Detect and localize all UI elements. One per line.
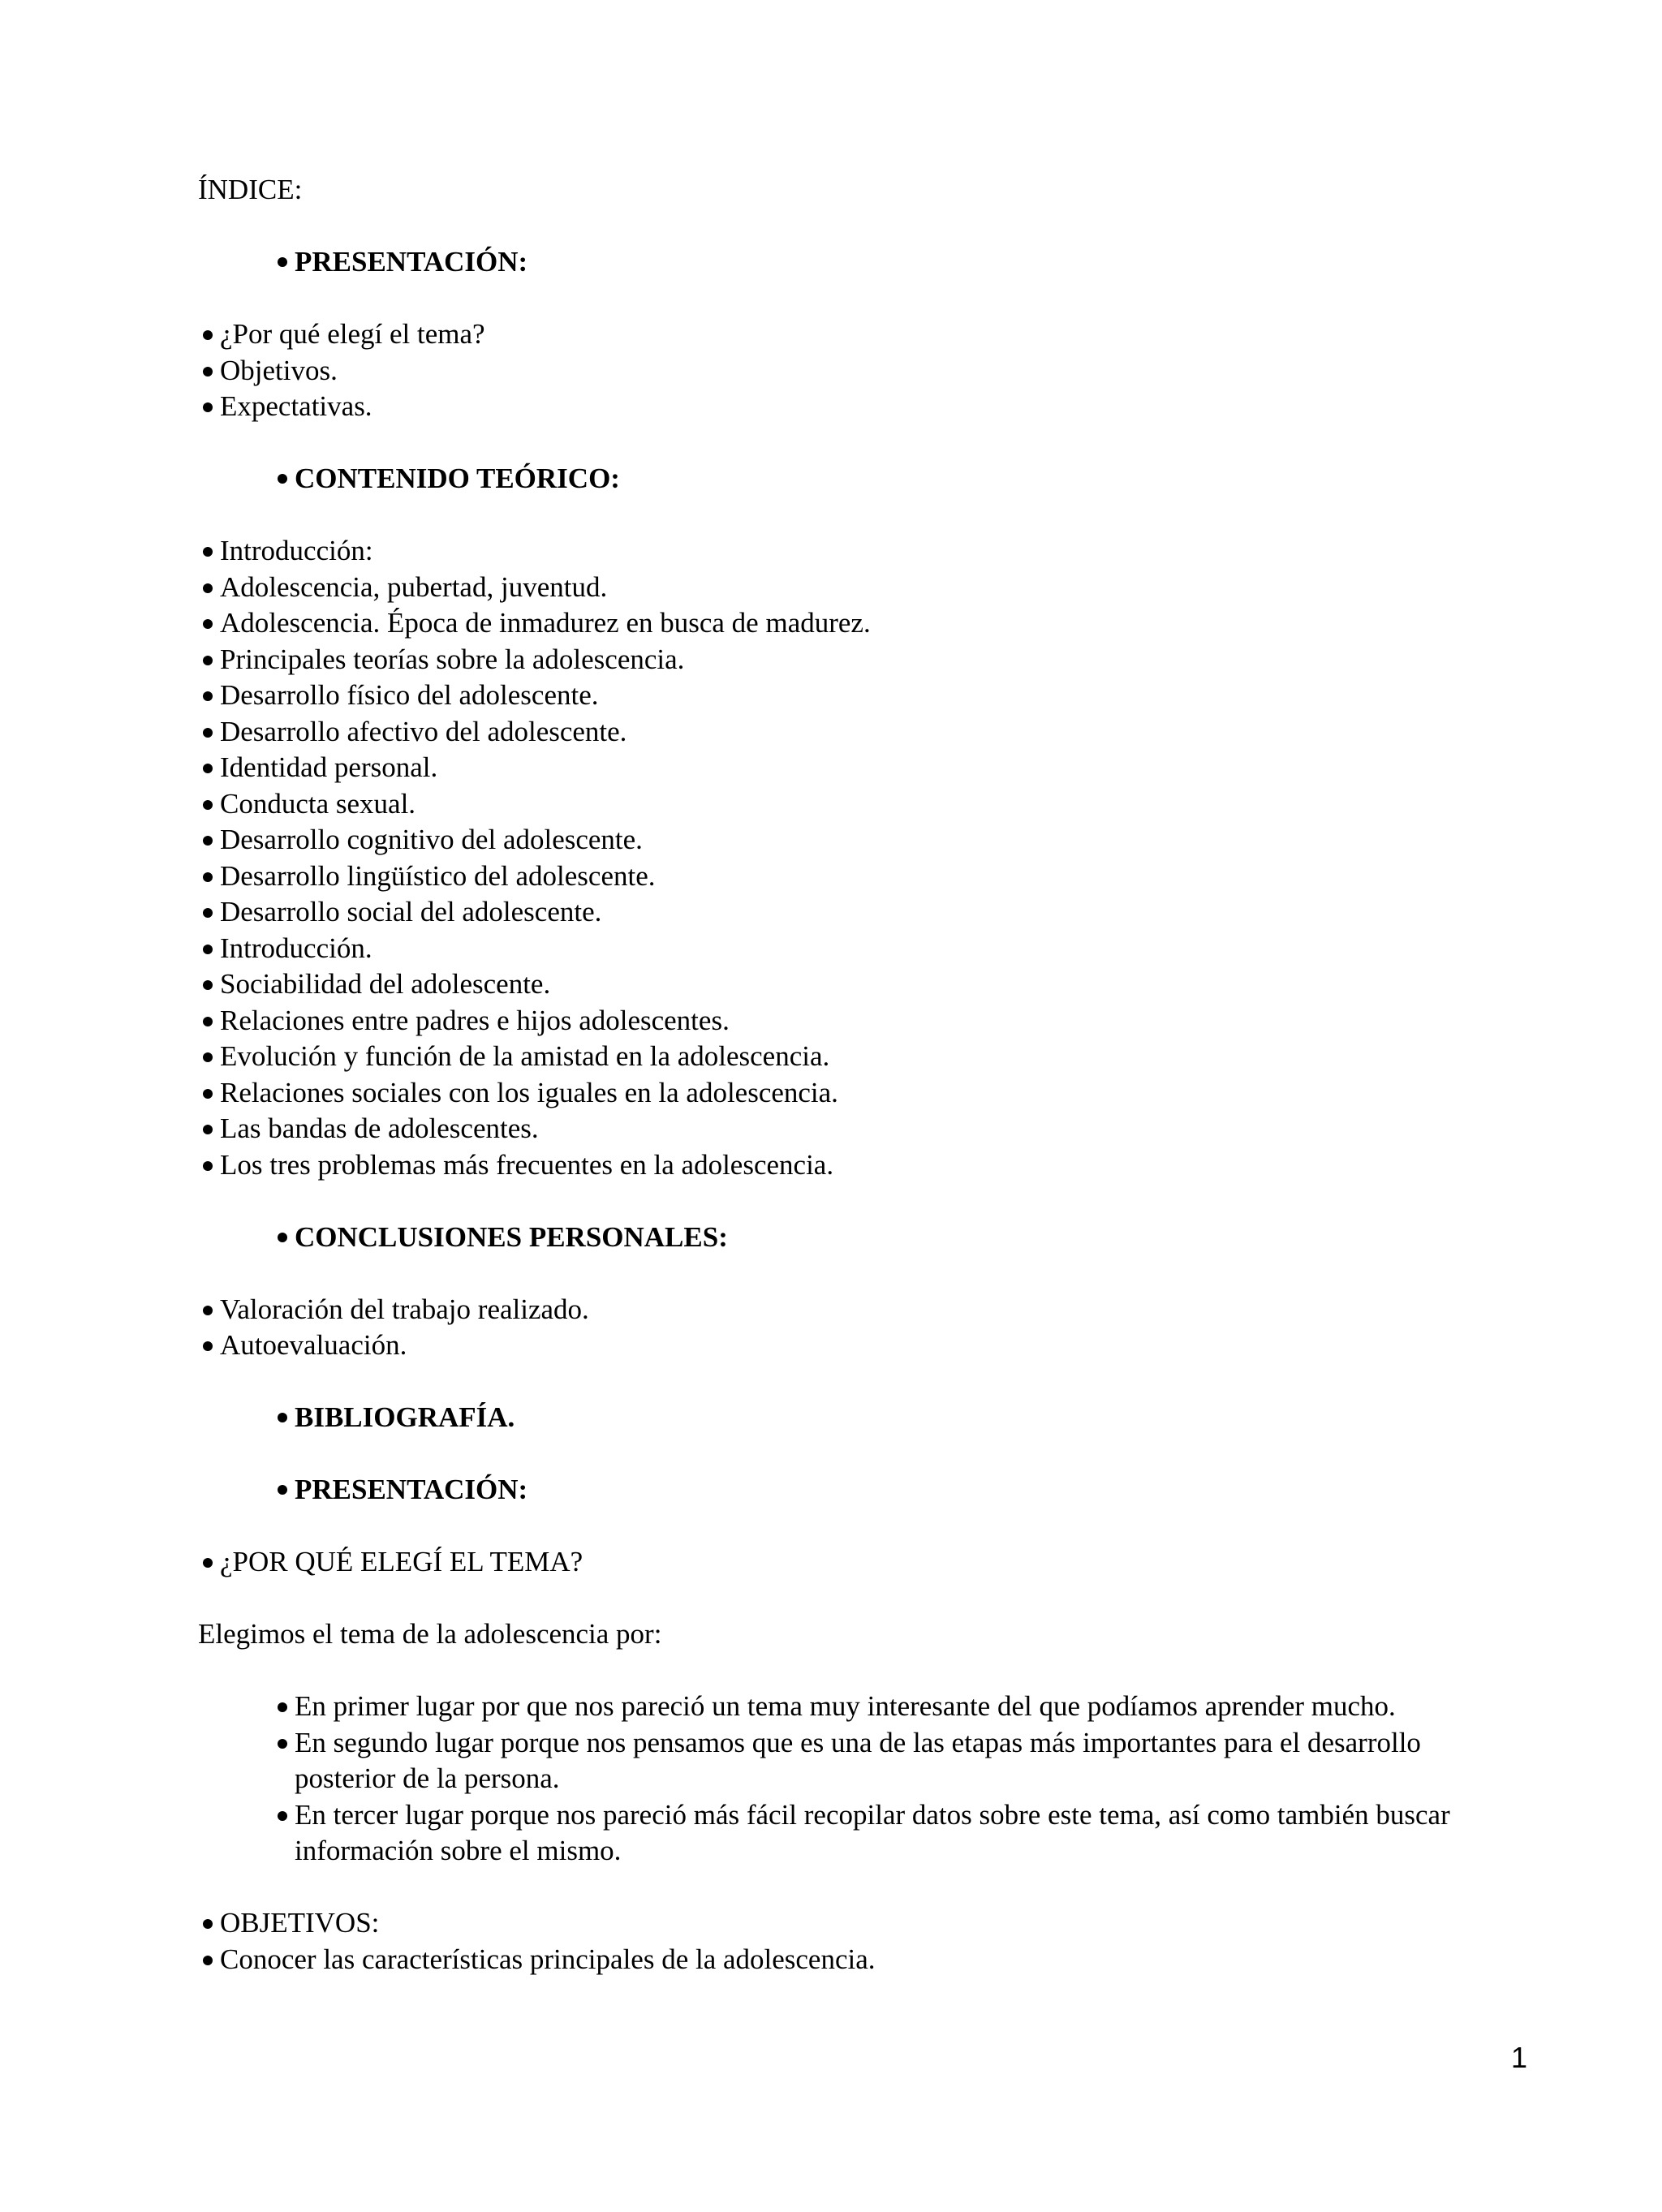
bullet-icon: [278, 1702, 287, 1712]
bullet-icon: [203, 1558, 213, 1568]
list-item: Principales teorías sobre la adolescencia.: [198, 642, 1529, 678]
section-heading-label: CONTENIDO TEÓRICO:: [295, 463, 620, 494]
document-page: [198, 172, 1529, 1977]
list-item: Desarrollo lingüístico del adolescente.: [198, 859, 1529, 895]
bullet-icon: [278, 1413, 287, 1422]
bullet-icon: [203, 764, 213, 773]
list-item: Objetivos.: [198, 353, 1529, 389]
list-item: Desarrollo cognitivo del adolescente.: [198, 822, 1529, 859]
list-item: Adolescencia, pubertad, juventud.: [198, 570, 1529, 606]
list-item: Las bandas de adolescentes.: [198, 1111, 1529, 1147]
bullet-icon: [203, 800, 213, 810]
bullet-icon: [278, 1811, 287, 1821]
list-item: Conducta sexual.: [198, 786, 1529, 823]
list-item: Introducción.: [198, 931, 1529, 967]
section-heading-presentacion-body: [198, 1472, 1529, 1508]
list-item: Adolescencia. Época de inmadurez en busca de madurez.: [198, 605, 1529, 642]
bullet-icon: [203, 656, 213, 665]
reasons-list: [198, 1689, 1529, 1870]
bullet-icon: [203, 1161, 213, 1171]
list-item: Los tres problemas más frecuentes en la adolescencia.: [198, 1147, 1529, 1184]
list-item: Desarrollo social del adolescente.: [198, 894, 1529, 931]
bullet-icon: [203, 1306, 213, 1315]
list-item: En tercer lugar porque nos pareció más fácil recopilar datos sobre este tema, así como también buscar información sobre el mismo.: [273, 1797, 1529, 1870]
bullet-icon: [203, 583, 213, 593]
bullet-icon: [203, 1341, 213, 1351]
section-heading-label: PRESENTACIÓN:: [295, 1474, 528, 1505]
list-item: Identidad personal.: [198, 750, 1529, 786]
list-item: ¿Por qué elegí el tema?: [198, 316, 1529, 353]
list-item: Introducción:: [198, 533, 1529, 570]
index-title: ÍNDICE:: [198, 174, 303, 205]
objetivos-list: [198, 1905, 1529, 1977]
bullet-icon: [203, 367, 213, 377]
section-heading-presentacion: [198, 244, 1529, 281]
list-item: Expectativas.: [198, 389, 1529, 425]
section-heading-contenido: [198, 461, 1529, 497]
bullet-icon: [203, 691, 213, 701]
presentacion-list: [198, 316, 1529, 425]
bullet-icon: [203, 619, 213, 629]
bullet-icon: [278, 1233, 287, 1242]
section-heading-bibliografia: [198, 1400, 1529, 1436]
section-heading-conclusiones: [198, 1220, 1529, 1256]
bullet-icon: [203, 1125, 213, 1134]
list-item: Desarrollo afectivo del adolescente.: [198, 714, 1529, 751]
list-item: En segundo lugar porque nos pensamos que es una de las etapas más importantes para el desarrollo posterior de la persona.: [273, 1725, 1529, 1797]
list-item: Valoración del trabajo realizado.: [198, 1292, 1529, 1328]
bullet-icon: [203, 1956, 213, 1965]
bullet-icon: [203, 728, 213, 738]
bullet-icon: [203, 547, 213, 557]
bullet-icon: [203, 1919, 213, 1929]
list-item: Relaciones entre padres e hijos adolescentes.: [198, 1003, 1529, 1039]
conclusiones-list: [198, 1292, 1529, 1364]
bullet-icon: [203, 872, 213, 882]
list-item: Evolución y función de la amistad en la adolescencia.: [198, 1039, 1529, 1075]
bullet-icon: [203, 330, 213, 340]
page-number: 1: [1510, 2041, 1527, 2074]
list-item: Conocer las características principales de la adolescencia.: [198, 1942, 1529, 1978]
bullet-icon: [203, 1089, 213, 1099]
section-heading-label: CONCLUSIONES PERSONALES:: [295, 1220, 728, 1253]
list-item: Sociabilidad del adolescente.: [198, 966, 1529, 1003]
contenido-list: [198, 533, 1529, 1183]
bullet-icon: [203, 402, 213, 412]
bullet-icon: [203, 1052, 213, 1062]
intro-paragraph: Elegimos el tema de la adolescencia por:: [198, 1618, 662, 1650]
section-heading-label: PRESENTACIÓN:: [295, 246, 528, 278]
bullet-icon: [203, 1017, 213, 1026]
list-item: ¿POR QUÉ ELEGÍ EL TEMA?: [198, 1544, 1529, 1581]
bullet-icon: [203, 945, 213, 954]
list-item: Autoevaluación.: [198, 1328, 1529, 1364]
list-item: En primer lugar por que nos pareció un tema muy interesante del que podíamos aprender mucho.: [273, 1689, 1529, 1725]
list-item: Desarrollo físico del adolescente.: [198, 678, 1529, 714]
bullet-icon: [278, 257, 287, 267]
bullet-icon: [278, 1739, 287, 1749]
bullet-icon: [203, 980, 213, 990]
list-item: Relaciones sociales con los iguales en la adolescencia.: [198, 1075, 1529, 1112]
bullet-icon: [278, 474, 287, 484]
list-item: OBJETIVOS:: [198, 1905, 1529, 1942]
spacer: [198, 1870, 1529, 1906]
porque-list: [198, 1544, 1529, 1581]
section-heading-label: BIBLIOGRAFÍA.: [295, 1401, 515, 1433]
bullet-icon: [203, 908, 213, 918]
bullet-icon: [278, 1485, 287, 1495]
bullet-icon: [203, 836, 213, 846]
